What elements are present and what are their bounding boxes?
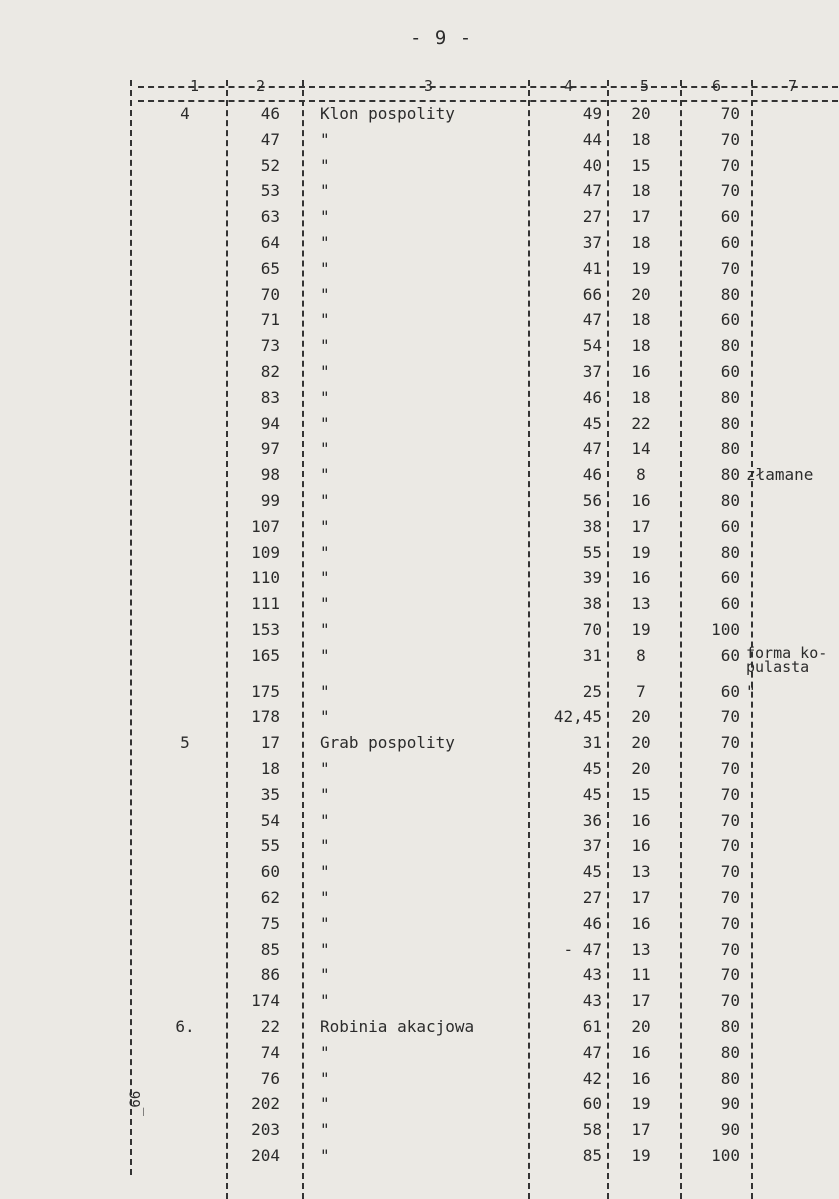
cell-col1: 5: [180, 733, 190, 753]
cell-col3: ": [320, 810, 330, 830]
cell-col5: 17: [631, 1120, 651, 1140]
cell-col3: ": [320, 542, 330, 562]
cell-col4: 61: [582, 1017, 602, 1036]
cell-col6: 70: [720, 965, 740, 985]
cell-col4: 36: [582, 810, 602, 830]
cell-col3: ": [320, 181, 330, 201]
cell-col4: 31: [582, 645, 602, 665]
cell-col3: ": [320, 1068, 330, 1088]
cell-col4: 39: [582, 568, 602, 588]
cell-col5: 17: [631, 991, 651, 1011]
cell-col4: 49: [582, 104, 602, 123]
cell-col5: 17: [631, 207, 651, 227]
cell-col2: 64: [260, 233, 280, 252]
cell-col2: 65: [260, 258, 280, 278]
cell-col2: 71: [260, 310, 280, 330]
cell-col3: ": [320, 310, 330, 330]
cell-col4: 25: [582, 681, 602, 701]
cell-col1: 4: [180, 104, 190, 123]
column-header-5: 5: [640, 77, 650, 95]
cell-col6: 80: [720, 1068, 740, 1088]
cell-col2: 110: [251, 568, 280, 588]
cell-col4: 37: [582, 836, 602, 856]
col-divider-3: [528, 80, 530, 1199]
cell-col2: 97: [260, 439, 280, 459]
cell-col6: 80: [720, 491, 740, 510]
cell-col5: 16: [631, 491, 651, 510]
cell-col6: 70: [720, 733, 740, 753]
cell-col2: 47: [260, 129, 280, 149]
cell-col2: 54: [260, 810, 280, 830]
cell-col4: 27: [582, 207, 602, 227]
cell-col6: 70: [720, 759, 740, 778]
cell-col2: 62: [260, 888, 280, 907]
cell-col6: 70: [720, 888, 740, 907]
cell-col3: Klon pospolity: [320, 104, 455, 123]
cell-col6: 60: [720, 645, 740, 665]
cell-col5: 22: [631, 413, 651, 433]
cell-col5: 15: [631, 155, 651, 175]
cell-col3: ": [320, 939, 330, 959]
cell-col2: 18: [260, 759, 280, 778]
cell-col6: 70: [720, 707, 740, 727]
cell-col5: 15: [631, 784, 651, 804]
cell-col4: 55: [582, 542, 602, 562]
cell-col3: ": [320, 1146, 330, 1165]
cell-col5: 8: [636, 645, 646, 665]
cell-col4: 47: [582, 1042, 602, 1062]
col-divider-4: [607, 80, 609, 1199]
cell-col4: 38: [582, 516, 602, 536]
cell-col4: 70: [582, 620, 602, 639]
cell-col3: ": [320, 336, 330, 356]
cell-col6: 80: [720, 1017, 740, 1036]
cell-col4: 45: [582, 413, 602, 433]
cell-col5: 11: [631, 965, 651, 985]
cell-col4: 47: [582, 439, 602, 459]
cell-col6: 80: [720, 465, 740, 485]
cell-col3: ": [320, 207, 330, 227]
cell-col5: 20: [631, 284, 651, 304]
cell-col4: 37: [582, 362, 602, 381]
cell-col5: 18: [631, 129, 651, 149]
cell-col2: 178: [251, 707, 280, 727]
cell-col3: ": [320, 594, 330, 614]
cell-col5: 18: [631, 233, 651, 252]
cell-col4: 37: [582, 233, 602, 252]
cell-col5: 16: [631, 1042, 651, 1062]
cell-col3: ": [320, 233, 330, 252]
cell-col6: 70: [720, 258, 740, 278]
cell-col3: ": [320, 759, 330, 778]
cell-col7: złamane: [746, 465, 814, 485]
cell-col3: ": [320, 888, 330, 907]
cell-col6: 100: [711, 1146, 740, 1165]
cell-col2: 35: [260, 784, 280, 804]
cell-col6: 60: [720, 516, 740, 536]
cell-col5: 19: [631, 1094, 651, 1114]
cell-col3: ": [320, 465, 330, 485]
cell-col4: 66: [582, 284, 602, 304]
page-number: - 9 -: [410, 27, 473, 49]
cell-col7: forma ko- pulasta: [746, 643, 828, 676]
cell-col5: 16: [631, 568, 651, 588]
cell-col3: ": [320, 413, 330, 433]
cell-col2: 98: [260, 465, 280, 485]
cell-col2: 99: [260, 491, 280, 510]
cell-col5: 20: [631, 759, 651, 778]
cell-col5: 19: [631, 542, 651, 562]
cell-col3: ": [320, 1120, 330, 1140]
cell-col4: 43: [582, 965, 602, 985]
cell-col5: 16: [631, 913, 651, 933]
cell-col2: 204: [251, 1146, 280, 1165]
cell-col5: 20: [631, 707, 651, 727]
col-divider-5: [680, 80, 682, 1199]
cell-col2: 85: [260, 939, 280, 959]
cell-col3: ": [320, 965, 330, 985]
cell-col5: 16: [631, 836, 651, 856]
cell-col6: 60: [720, 233, 740, 252]
cell-col2: 175: [251, 681, 280, 701]
cell-col5: 19: [631, 620, 651, 639]
cell-col3: ": [320, 129, 330, 149]
cell-col2: 111: [251, 594, 280, 614]
cell-col4: 27: [582, 888, 602, 907]
cell-col6: 80: [720, 387, 740, 407]
col-divider-6: [751, 80, 753, 1199]
cell-col6: 60: [720, 681, 740, 701]
cell-col6: 70: [720, 129, 740, 149]
cell-col6: 70: [720, 810, 740, 830]
cell-col6: 60: [720, 568, 740, 588]
cell-col3: ": [320, 568, 330, 588]
cell-col6: 60: [720, 594, 740, 614]
column-header-1: 1: [190, 77, 200, 95]
cell-col4: 42: [582, 1068, 602, 1088]
cell-col2: 153: [251, 620, 280, 639]
cell-col5: 19: [631, 1146, 651, 1165]
cell-col2: 60: [260, 862, 280, 882]
cell-col3: ": [320, 836, 330, 856]
cell-col6: 60: [720, 362, 740, 381]
cell-col4: 58: [582, 1120, 602, 1140]
cell-col4: 46: [582, 387, 602, 407]
cell-col5: 19: [631, 258, 651, 278]
cell-col3: ": [320, 516, 330, 536]
cell-col2: 70: [260, 284, 280, 304]
cell-col3: ": [320, 1042, 330, 1062]
cell-col2: 17: [260, 733, 280, 753]
cell-col2: 174: [251, 991, 280, 1011]
cell-col3: ": [320, 862, 330, 882]
cell-col3: ": [320, 387, 330, 407]
cell-col5: 13: [631, 939, 651, 959]
cell-col2: 203: [251, 1120, 280, 1140]
cell-col5: 8: [636, 465, 646, 485]
left-border: [130, 80, 132, 1175]
cell-col2: 22: [260, 1017, 280, 1036]
cell-col5: 18: [631, 387, 651, 407]
cell-col2: 74: [260, 1042, 280, 1062]
cell-col3: ": [320, 491, 330, 510]
cell-col4: 44: [582, 129, 602, 149]
cell-col6: 70: [720, 104, 740, 123]
cell-col5: 16: [631, 810, 651, 830]
cell-col2: 63: [260, 207, 280, 227]
cell-col6: 70: [720, 181, 740, 201]
cell-col2: 165: [251, 645, 280, 665]
cell-col6: 80: [720, 1042, 740, 1062]
cell-col5: 17: [631, 516, 651, 536]
cell-col7: ": [746, 681, 756, 701]
cell-col6: 70: [720, 836, 740, 856]
cell-col2: 46: [260, 104, 280, 123]
cell-col5: 20: [631, 104, 651, 123]
header-bottom-rule: [138, 100, 838, 102]
cell-col2: 76: [260, 1068, 280, 1088]
column-header-6: 6: [712, 77, 722, 95]
column-header-2: 2: [256, 77, 266, 95]
cell-col3: ": [320, 258, 330, 278]
cell-col6: 60: [720, 310, 740, 330]
cell-col6: 80: [720, 413, 740, 433]
cell-col5: 16: [631, 362, 651, 381]
cell-col6: 70: [720, 939, 740, 959]
cell-col2: 94: [260, 413, 280, 433]
column-header-3: 3: [424, 77, 434, 95]
table-top-rule: [138, 86, 838, 88]
cell-col4: - 47: [563, 939, 602, 959]
cell-col4: 45: [582, 784, 602, 804]
cell-col4: 46: [582, 465, 602, 485]
cell-col2: 55: [260, 836, 280, 856]
cell-col3: ": [320, 1094, 330, 1114]
cell-col5: 18: [631, 181, 651, 201]
cell-col5: 20: [631, 1017, 651, 1036]
cell-col5: 14: [631, 439, 651, 459]
cell-col4: 40: [582, 155, 602, 175]
cell-col4: 47: [582, 310, 602, 330]
cell-col2: 202: [251, 1094, 280, 1114]
cell-col4: 45: [582, 759, 602, 778]
cell-col5: 7: [636, 681, 646, 701]
cell-col4: 85: [582, 1146, 602, 1165]
cell-col4: 41: [582, 258, 602, 278]
margin-mark: _66: [128, 1090, 144, 1116]
cell-col6: 80: [720, 336, 740, 356]
cell-col3: ": [320, 681, 330, 701]
cell-col3: ": [320, 913, 330, 933]
cell-col3: ": [320, 707, 330, 727]
cell-col2: 109: [251, 542, 280, 562]
cell-col1: 6.: [175, 1017, 195, 1036]
cell-col2: 53: [260, 181, 280, 201]
col-divider-2: [302, 80, 304, 1199]
cell-col2: 107: [251, 516, 280, 536]
cell-col6: 70: [720, 991, 740, 1011]
column-header-7: 7: [788, 77, 798, 95]
cell-col6: 90: [720, 1120, 740, 1140]
cell-col6: 80: [720, 439, 740, 459]
cell-col3: Robinia akacjowa: [320, 1017, 475, 1036]
cell-col3: ": [320, 620, 330, 639]
cell-col5: 13: [631, 862, 651, 882]
cell-col6: 70: [720, 862, 740, 882]
cell-col4: 45: [582, 862, 602, 882]
cell-col6: 70: [720, 155, 740, 175]
cell-col4: 54: [582, 336, 602, 356]
cell-col2: 82: [260, 362, 280, 381]
cell-col6: 70: [720, 784, 740, 804]
cell-col3: Grab pospolity: [320, 733, 455, 753]
cell-col2: 75: [260, 913, 280, 933]
cell-col6: 90: [720, 1094, 740, 1114]
cell-col5: 16: [631, 1068, 651, 1088]
cell-col6: 60: [720, 207, 740, 227]
cell-col4: 43: [582, 991, 602, 1011]
cell-col5: 18: [631, 336, 651, 356]
cell-col2: 86: [260, 965, 280, 985]
cell-col4: 56: [582, 491, 602, 510]
cell-col5: 17: [631, 888, 651, 907]
cell-col4: 47: [582, 181, 602, 201]
cell-col5: 20: [631, 733, 651, 753]
cell-col4: 38: [582, 594, 602, 614]
cell-col6: 80: [720, 542, 740, 562]
cell-col2: 52: [260, 155, 280, 175]
cell-col3: ": [320, 284, 330, 304]
col-divider-1: [226, 80, 228, 1199]
cell-col4: 46: [582, 913, 602, 933]
cell-col3: ": [320, 784, 330, 804]
cell-col4: 60: [582, 1094, 602, 1114]
cell-col4: 31: [582, 733, 602, 753]
cell-col5: 13: [631, 594, 651, 614]
cell-col6: 70: [720, 913, 740, 933]
cell-col3: ": [320, 439, 330, 459]
cell-col6: 80: [720, 284, 740, 304]
column-header-4: 4: [564, 77, 574, 95]
cell-col3: ": [320, 362, 330, 381]
cell-col3: ": [320, 155, 330, 175]
cell-col2: 83: [260, 387, 280, 407]
cell-col6: 100: [711, 620, 740, 639]
cell-col3: ": [320, 645, 330, 665]
cell-col4: 42,45: [553, 707, 602, 727]
cell-col2: 73: [260, 336, 280, 356]
cell-col5: 18: [631, 310, 651, 330]
cell-col3: ": [320, 991, 330, 1011]
